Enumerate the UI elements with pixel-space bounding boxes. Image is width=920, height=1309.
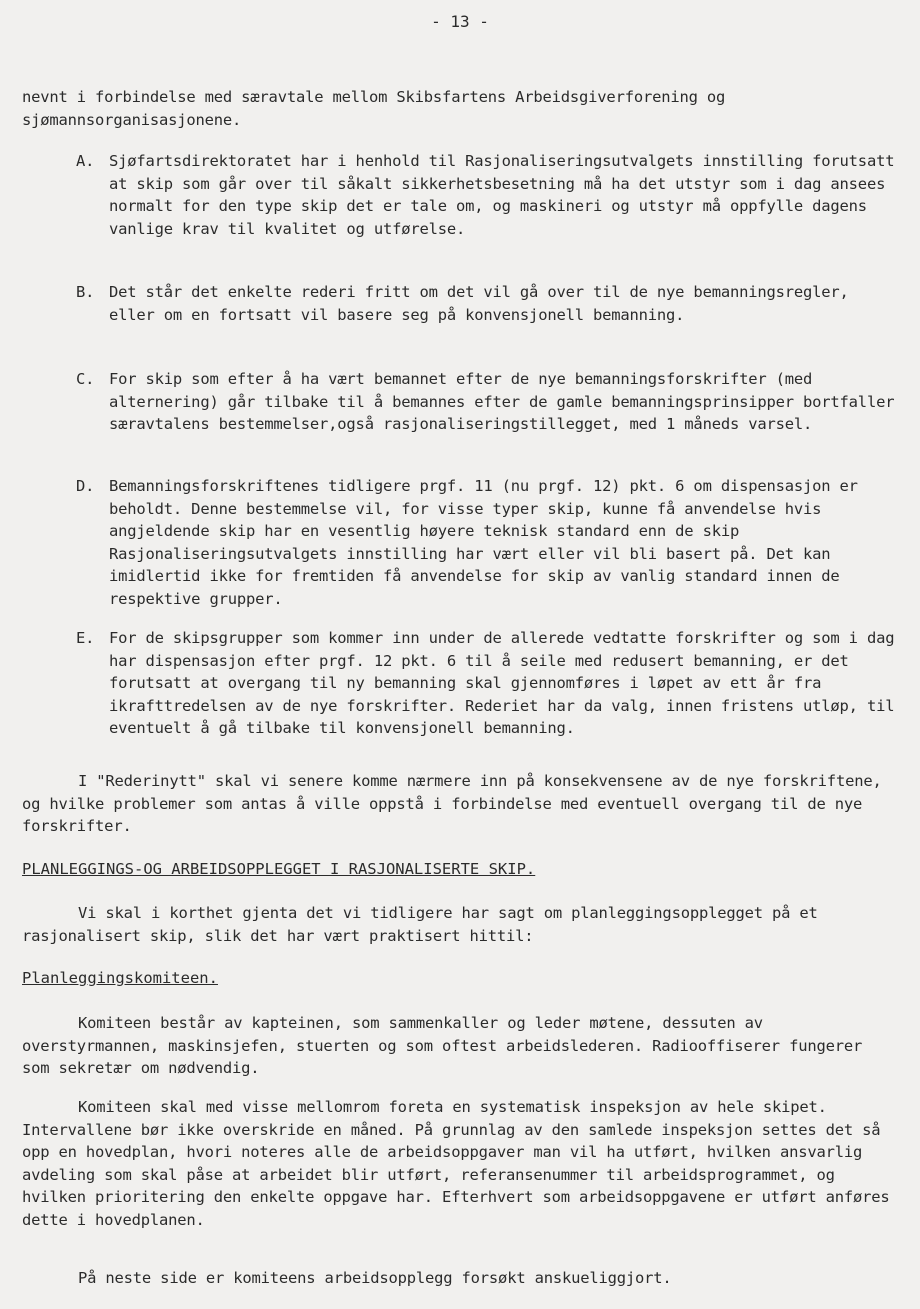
list-item-b xyxy=(76,281,898,326)
item-text: For skip som efter å ha vært bemannet efter de nye bemanningsforskrifter (med alternering) går tilbake til å bemannes efter de gamle bemanningsprinsipper bortfaller særavtalens bestemmelser,også rasjonaliseringstillegget, med 1 måneds varsel. xyxy=(109,370,895,433)
list-item-a xyxy=(76,150,898,240)
rederinytt-paragraph: I "Rederinytt" skal vi senere komme nærmere inn på konsekvensene av de nye forskriftene, og hvilke problemer som antas å ville oppstå i forbindelse med eventuell overgang til de nye forskrifter. xyxy=(22,772,882,835)
list-item-e xyxy=(76,627,898,740)
closing-paragraph: På neste side er komiteens arbeidsopplegg forsøkt anskueliggjort. xyxy=(78,1269,672,1287)
item-text: Det står det enkelte rederi fritt om det vil gå over til de nye bemanningsregler, eller om en fortsatt vil basere seg på konvensjonell bemanning. xyxy=(109,283,849,324)
page-number: - 13 - xyxy=(431,12,489,31)
item-label: D. xyxy=(76,477,95,495)
item-text: Bemanningsforskriftenes tidligere prgf. 11 (nu prgf. 12) pkt. 6 om dispensasjon er beholdt. Denne bestemmelse vil, for visse typer skip, kunne få anvendelse hvis angjeldende skip har en vesentlig høyere teknisk standard enn de skip Rasjonaliseringsutvalgets innstilling har vært eller vil bli basert på. Det kan imidlertid ikke for fremtiden få anvendelse for skip av vanlig standard innen de respektive grupper. xyxy=(109,477,858,608)
komite-paragraph-2: Komiteen skal med visse mellomrom foreta en systematisk inspeksjon av hele skipet. Intervallene bør ikke overskride en måned. På grunnlag av den samlede inspeksjon settes det så opp en hovedplan, hvori noteres alle de arbeidsoppgaver man vil ha utført, hvilken ansvarlig avdeling som skal påse at arbeidet blir utført, referansenummer til arbeidsprogrammet, og hvilken prioritering den enkelte oppgave har. Efterhvert som arbeidsoppgavene er utført anføres dette i hovedplanen. xyxy=(22,1098,890,1229)
intro-paragraph: nevnt i forbindelse med særavtale mellom Skibsfartens Arbeidsgiverforening og sjømannsorganisasjonene. xyxy=(22,88,726,129)
item-label: B. xyxy=(76,283,95,301)
item-text: For de skipsgrupper som kommer inn under de allerede vedtatte forskrifter og som i dag har dispensasjon efter prgf. 12 pkt. 6 til å seile med redusert bemanning, er det forutsatt at overgang til ny bemanning skal gjennomføres i løpet av ett år fra ikrafttredelsen av de nye forskrifter. Rederiet har da valg, innen fristens utløp, til eventuelt å gå tilbake til konvensjonell bemanning. xyxy=(109,629,895,737)
list-item-d xyxy=(76,475,898,610)
intro2-paragraph: Vi skal i korthet gjenta det vi tidligere har sagt om planleggingsopplegget på et rasjonalisert skip, slik det har vært praktisert hittil: xyxy=(22,904,818,945)
list-item-c xyxy=(76,368,898,436)
item-label: E. xyxy=(76,629,95,647)
komite-paragraph-1: Komiteen består av kapteinen, som sammenkaller og leder møtene, dessuten av overstyrmannen, maskinsjefen, stuerten og som oftest arbeidslederen. Radiooffiserer fungerer som sekretær om nødvendig. xyxy=(22,1014,863,1077)
item-label: C. xyxy=(76,370,95,388)
item-text: Sjøfartsdirektoratet har i henhold til Rasjonaliseringsutvalgets innstilling forutsatt at skip som går over til såkalt sikkerhetsbesetning må ha det utstyr som i dag ansees normalt for den type skip det er tale om, og maskineri og utstyr må oppfylle dagens vanlige krav til kvalitet og utførelse. xyxy=(109,152,895,238)
subsection-heading: Planleggingskomiteen. xyxy=(22,969,218,987)
section-heading: PLANLEGGINGS-OG ARBEIDSOPPLEGGET I RASJONALISERTE SKIP. xyxy=(22,860,536,878)
item-label: A. xyxy=(76,152,95,170)
